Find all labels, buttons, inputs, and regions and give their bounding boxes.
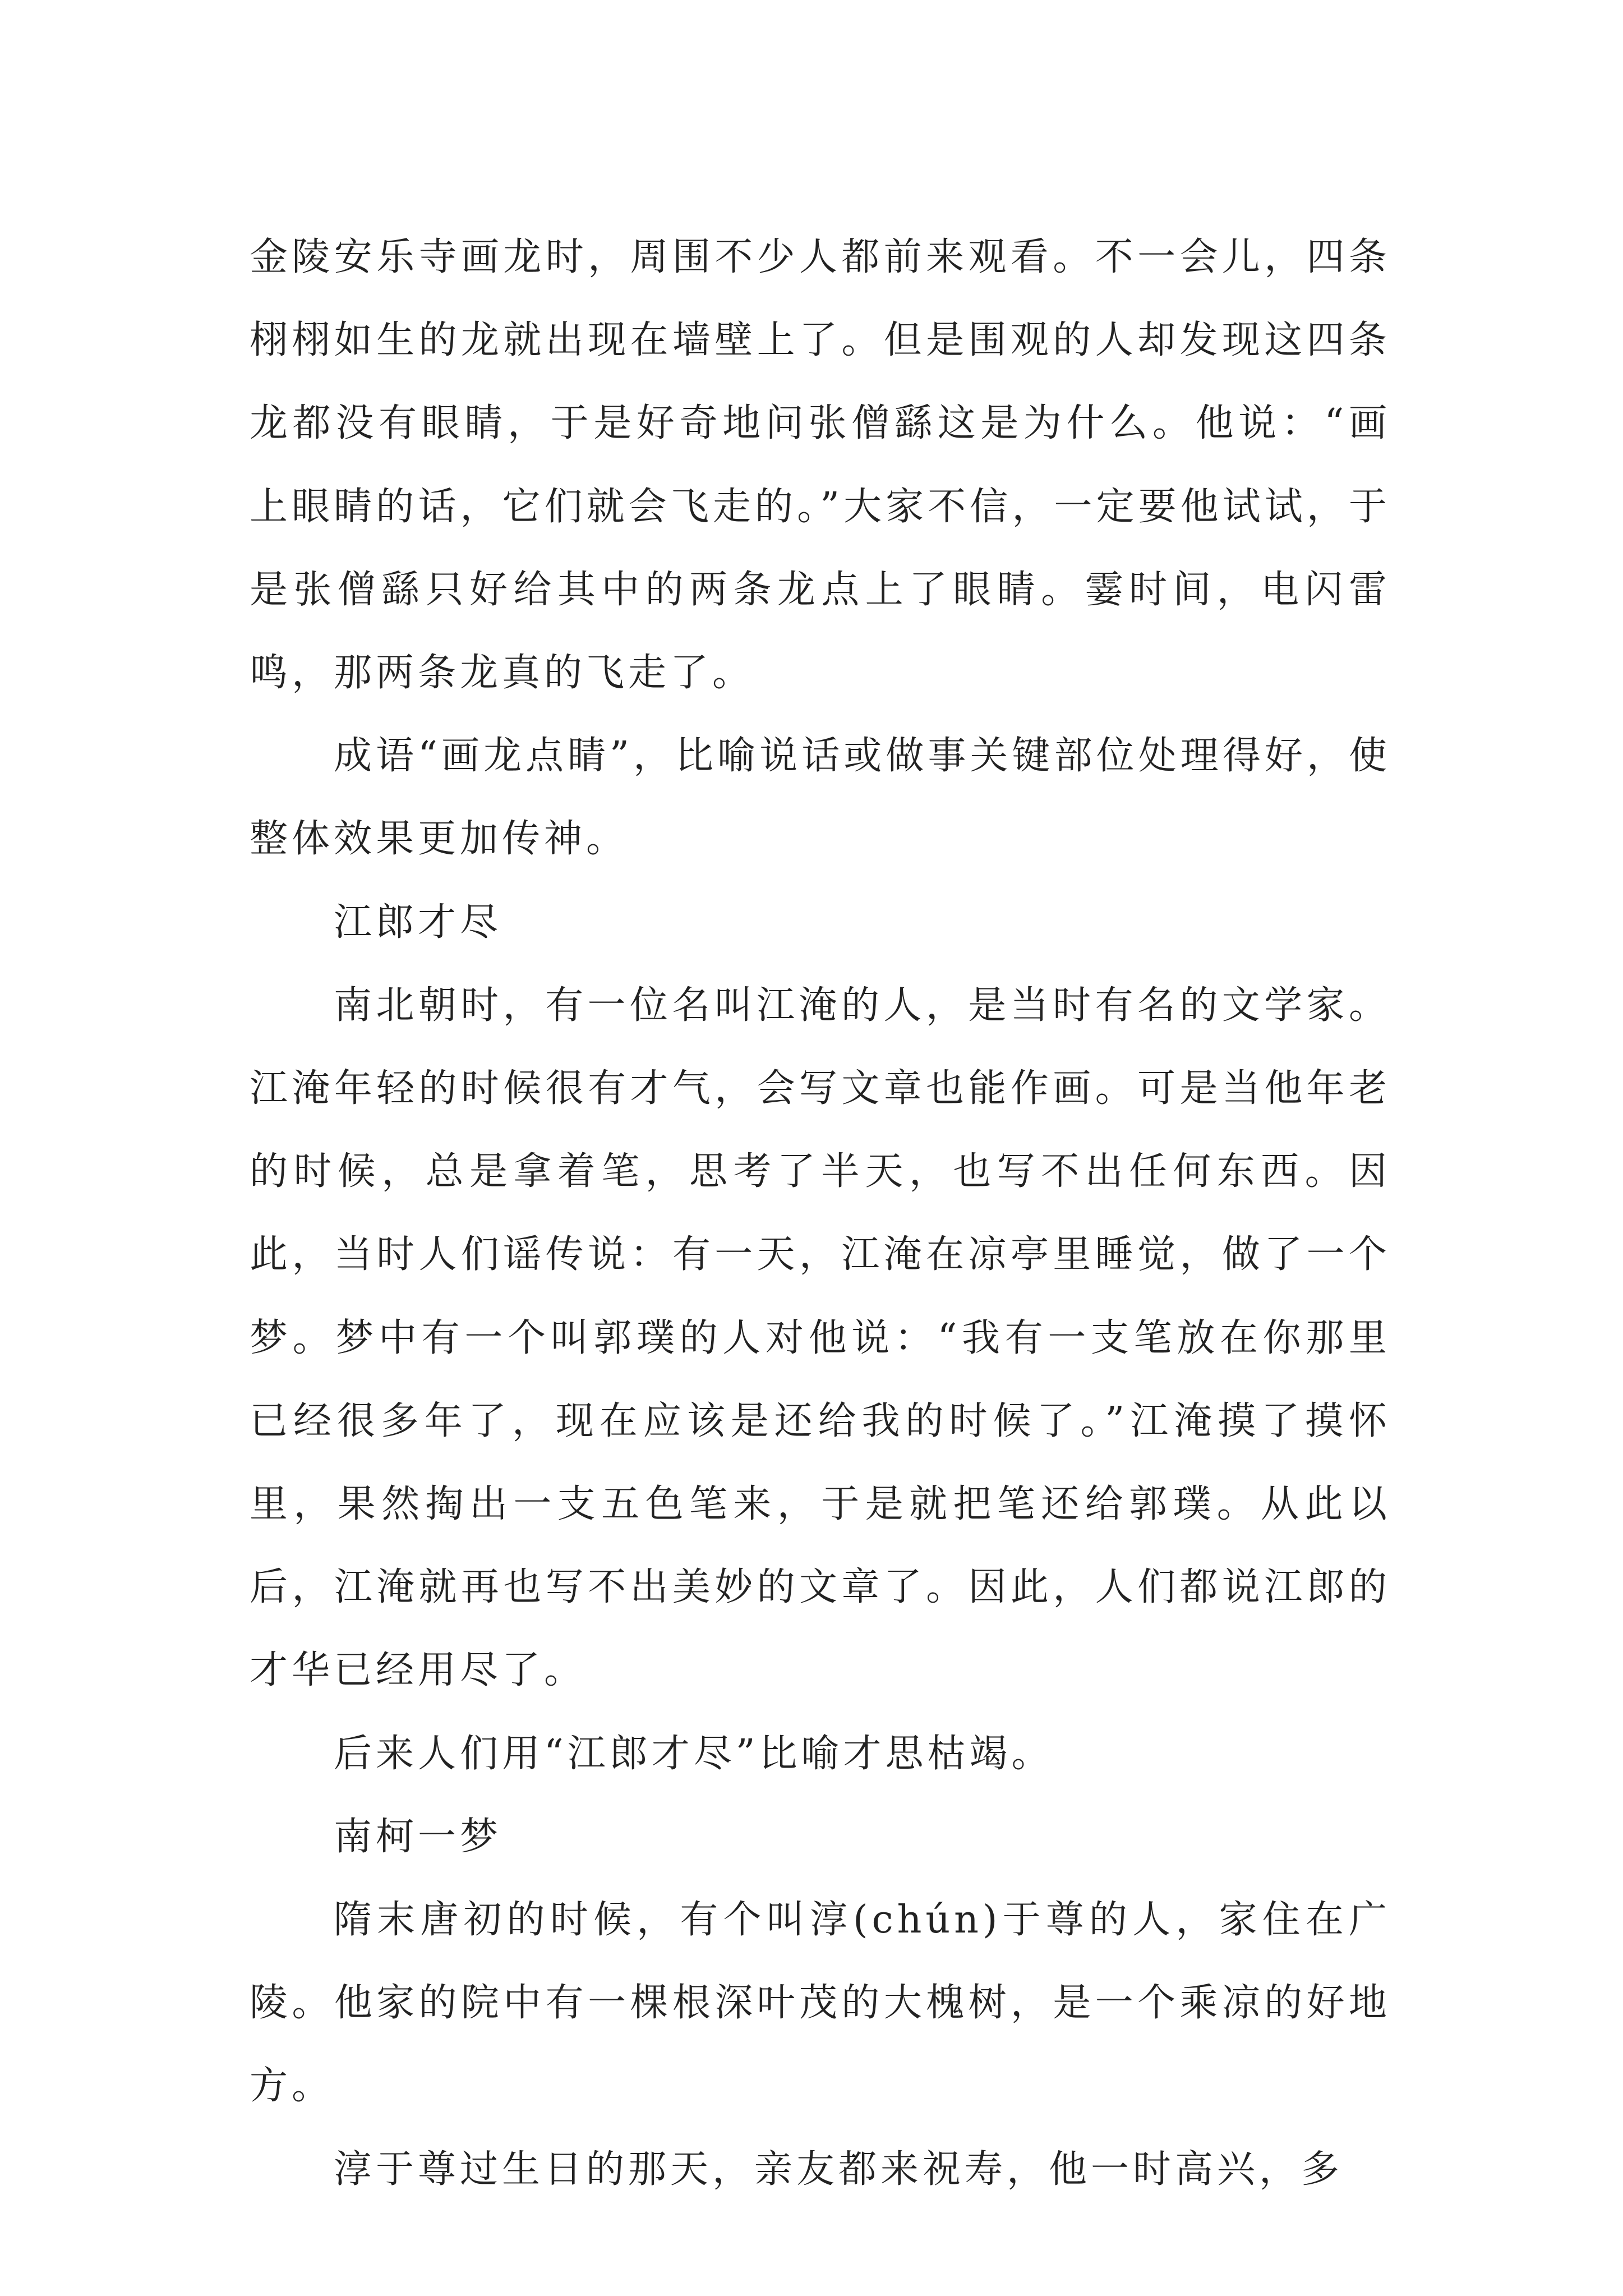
paragraph-jiangyan-story: 南北朝时，有一位名叫江淹的人，是当时有名的文学家。江淹年轻的时候很有才气，会写文章也能作画。可是当他年老的时候，总是拿着笔，思考了半天，也写不出任何东西。因此，当时人们谣传说：有一天，江淹在凉亭里睡觉，做了一个梦。梦中有一个叫郭璞的人对他说：“我有一支笔放在你那里已经很多年了，现在应该是还给我的时候了。”江淹摸了摸怀里，果然掏出一支五色笔来，于是就把笔还给郭璞。从此以后，江淹就再也写不出美妙的文章了。因此，人们都说江郎的才华已经用尽了。 [250,983,1391,1693]
section-heading-jianglang: 江郎才尽 [334,900,502,945]
paragraph-idiom-meaning-hualong: 成语“画龙点睛”，比喻说话或做事关键部位处理得好，使整体效果更加传神。 [250,734,1391,862]
paragraph-painting-dragon-story: 金陵安乐寺画龙时，周围不少人都前来观看。不一会儿，四条栩栩如生的龙就出现在墙壁上了。但是围观的人却发现这四条龙都没有眼睛，于是好奇地问张僧繇这是为什么。他说：“画上眼睛的话，它们就会飞走的。”大家不信，一定要他试试，于是张僧繇只好给其中的两条龙点上了眼睛。霎时间，电闪雷鸣，那两条龙真的飞走了。 [250,235,1391,696]
paragraph-chunyuzun-intro: 隋末唐初的时候，有个叫淳(chún)于尊的人，家住在广陵。他家的院中有一棵根深叶茂的大槐树，是一个乘凉的好地方。 [250,1898,1391,2109]
paragraph-idiom-meaning-jianglang: 后来人们用“江郎才尽”比喻才思枯竭。 [334,1731,1054,1776]
section-heading-nanke: 南柯一梦 [334,1814,502,1859]
document-body [250,216,1391,2211]
paragraph-chunyuzun-birthday: 淳于尊过生日的那天，亲友都来祝寿，他一时高兴，多 [334,2147,1344,2192]
